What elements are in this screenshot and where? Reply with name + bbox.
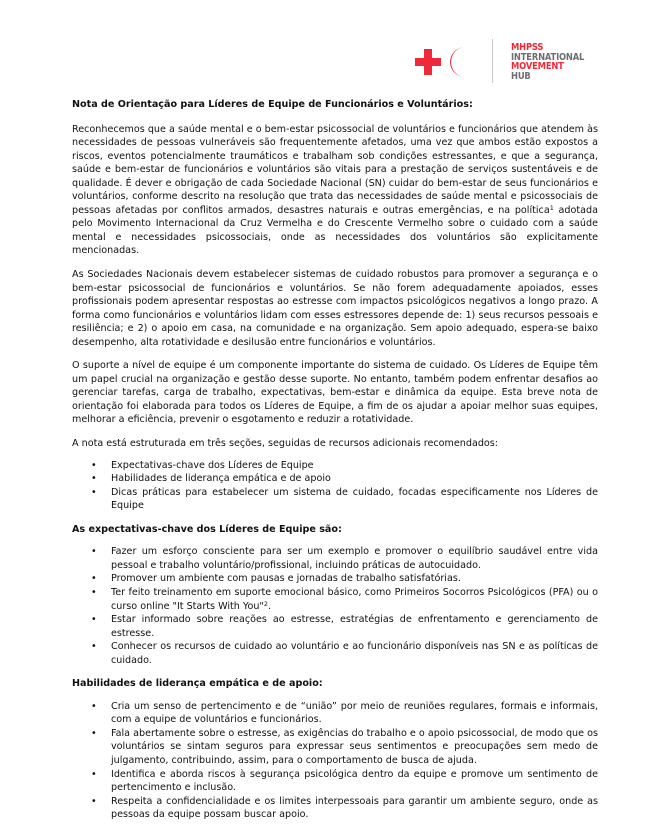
list-item-text: Promover um ambiente com pausas e jornadas de trabalho satisfatórias.: [111, 573, 461, 585]
bullet-icon: •: [91, 614, 97, 626]
footnote-ref-2[interactable]: 2: [263, 599, 268, 608]
leadership-heading: Habilidades de liderança empática e de apoio:: [72, 678, 323, 690]
list-item-text: Habilidades de liderança empática e de apoio: [111, 473, 331, 485]
bullet-icon: •: [91, 459, 97, 471]
list-item: [72, 586, 598, 613]
list-item-text: Ter feito treinamento em suporte emocional básico, como Primeiros Socorros Psicológicos (PFA) ou o curso online "It Starts With You": [111, 586, 598, 612]
intro-paragraph-4: A nota está estruturada em três seções, seguidas de recursos adicionais recomendados:: [72, 438, 499, 450]
leadership-list: [72, 700, 598, 822]
intro-paragraph-3: O suporte a nível de equipe é um componente importante do sistema de cuidado. Os Líderes de Equipe têm um papel crucial na organização e gestão desse suporte. No entanto, também podem enfrentar desafios ao gerenciar tarefas, carga de trabalho, expectativas, bem-estar e dinâmica da equipe. Esta breve nota de orientação foi elaborada para todos os Líderes de Equipe, a fim de os ajudar a apoiar melhor suas equipes, melhorar a eficiência, prevenir o esgotamento e reduzir a rotatividade.: [72, 360, 598, 426]
expectations-list: [72, 545, 598, 667]
list-item-text: Cria um senso de pertencimento e de “união” por meio de reuniões regulares, formais e informais, com a equipe de voluntários e funcionários.: [111, 700, 598, 726]
list-item-text: Dicas práticas para estabelecer um sistema de cuidado, focadas especificamente nos Líderes de Equipe: [111, 486, 598, 512]
logo-line-hub: HUB: [511, 70, 531, 82]
bullet-icon: •: [91, 700, 97, 712]
list-item-text: Identifica e aborda riscos à segurança psicológica dentro da equipe e promove um sentimento de pertencimento e inclusão.: [111, 768, 598, 794]
mhpss-hub-logo: [405, 35, 625, 90]
sections-list: [72, 459, 598, 513]
list-item: [72, 700, 598, 727]
bullet-icon: •: [91, 795, 97, 807]
list-item-text: Estar informado sobre reações ao estresse, estratégias de enfrentamento e gerenciamento de estresse.: [111, 614, 598, 639]
bullet-icon: •: [91, 473, 97, 485]
list-item-text: Fazer um esforço consciente para ser um exemplo e promover o equilíbrio saudável entre vida pessoal e trabalho voluntário/profissional, incluindo práticas de autocuidado.: [111, 546, 598, 571]
list-item: [72, 486, 598, 513]
logo-line-international: INTERNATIONAL: [511, 51, 585, 63]
logo-divider: [492, 39, 493, 83]
bullet-icon: •: [91, 586, 97, 598]
intro-paragraph-1: [72, 123, 598, 258]
bullet-icon: •: [91, 641, 97, 653]
document-body: [72, 98, 598, 832]
list-item: [72, 768, 598, 795]
list-item-text: Fala abertamente sobre o estresse, as exigências do trabalho e o apoio psicossocial, de modo que os voluntários se sintam seguros para expressar seus sentimentos e preocupações sem medo de julgamento, contribuindo, assim, para o comportamento de busca de ajuda.: [111, 727, 598, 766]
expectations-heading: As expectativas-chave dos Líderes de Equipe são:: [72, 523, 342, 535]
list-item: [72, 613, 598, 640]
bullet-icon: •: [91, 573, 97, 585]
list-item-text: Expectativas-chave dos Líderes de Equipe: [111, 459, 314, 471]
logo-text: [511, 43, 584, 81]
bullet-icon: •: [91, 768, 97, 780]
logo-line-movement: MOVEMENT: [511, 61, 564, 72]
intro-paragraph-1-text-b: adotada pelo Movimento Internacional da Cruz Vermelha e do Crescente Vermelho sobre o cuidado com a saúde mental e necessidades psicossociais, onde as necessidades dos voluntários são explicitamente mencionadas.: [72, 204, 598, 257]
list-item: [72, 640, 598, 667]
document-title: Nota de Orientação para Líderes de Equipe de Funcionários e Voluntários:: [72, 99, 473, 110]
list-item: [72, 572, 598, 586]
list-item: [72, 459, 598, 473]
list-item: [72, 727, 598, 768]
red-crescent-icon: [445, 46, 475, 78]
logo-line-mhpss: MHPSS: [511, 42, 544, 53]
list-item-text: Respeita a confidencialidade e os limites interpessoais para garantir um ambiente seguro, onde as pessoas da equipe possam buscar apoio.: [111, 795, 598, 821]
intro-paragraph-1-text-a: Reconhecemos que a saúde mental e o bem-estar psicossocial de voluntários e funcionários que atendem às necessidades de pessoas vulneráveis são frequentemente afetados, uma vez que ambos estão expostos a riscos, eventos potencialmente traumáticos e trabalham sob condições estressantes, e que a segurança, saúde e bem-estar de funcionários e voluntários são vitais para a prestação de serviços sustentáveis e de qualidade. É dever e obrigação de cada Sociedade Nacional (SN) cuidar do bem-estar de seus funcionários e voluntários, conforme descrito na resolução que trata das necessidades de saúde mental e psicossociais de pessoas afetadas por conflitos armados, desastres naturais e outras emergências, e na política: [72, 123, 598, 216]
list-item: [72, 795, 598, 822]
red-cross-icon: [415, 49, 441, 75]
footnote-ref-1[interactable]: 1: [549, 203, 554, 212]
list-item-text-end: .: [268, 600, 272, 612]
list-item: [72, 545, 598, 572]
bullet-icon: •: [91, 546, 97, 558]
intro-paragraph-2: As Sociedades Nacionais devem estabelecer sistemas de cuidado robustos para promover a segurança e o bem-estar psicossocial de funcionários e voluntários. Se não forem adequadamente apoiados, esses profissionais podem apresentar respostas ao estresse com impactos psicológicos negativos a longo prazo. A forma como funcionários e voluntários lidam com esses estressores depende de: 1) seus recursos pessoais e resiliência; e 2) o apoio em casa, na comunidade e na organização. Sem apoio adequado, espera-se baixo desempenho, alta rotatividade e desilusão entre funcionários e voluntários.: [72, 269, 598, 348]
bullet-icon: •: [91, 727, 97, 739]
list-item: [72, 472, 598, 486]
bullet-icon: •: [91, 486, 97, 498]
list-item-text: Conhecer os recursos de cuidado ao voluntário e ao funcionário disponíveis nas SN e as políticas de cuidado.: [111, 641, 598, 666]
